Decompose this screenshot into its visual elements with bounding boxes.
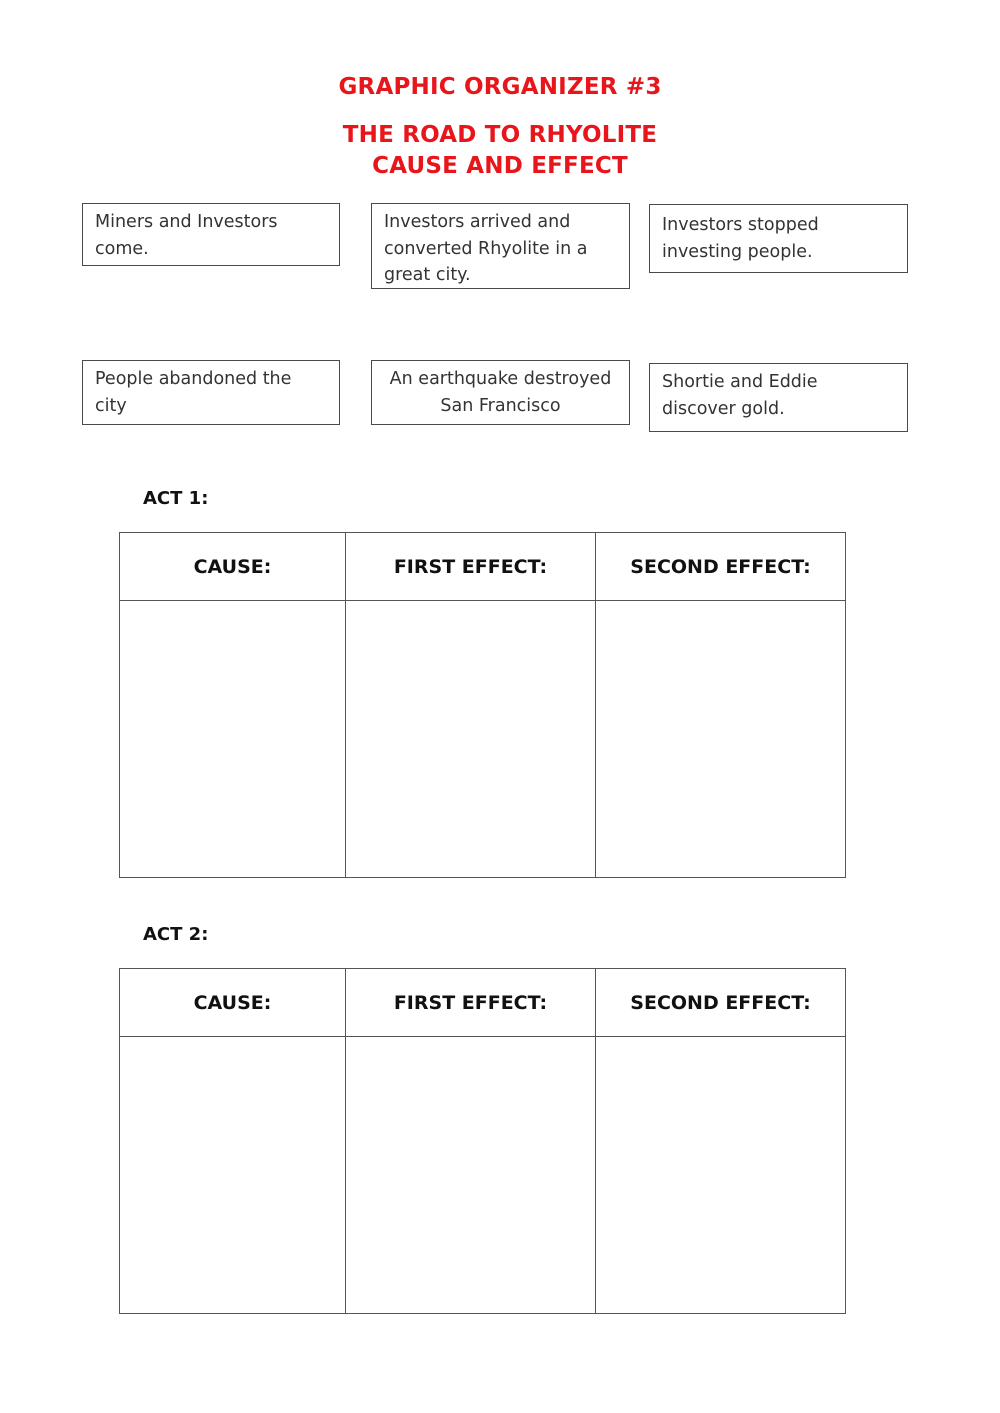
second-effect-header: SECOND EFFECT: — [596, 969, 846, 1037]
table-header-row — [120, 533, 846, 601]
act-1-label: ACT 1: — [143, 488, 209, 509]
cause-header: CAUSE: — [120, 969, 346, 1037]
event-card-investors-stopped[interactable]: Investors stopped investing people. — [649, 204, 908, 273]
table-row — [120, 1037, 846, 1314]
act-1-cause-dropzone[interactable] — [120, 601, 346, 878]
act-1-table — [119, 532, 846, 878]
act-2-table — [119, 968, 846, 1314]
act-2-second-effect-dropzone[interactable] — [596, 1037, 846, 1314]
table-header-row — [120, 969, 846, 1037]
table-row — [120, 601, 846, 878]
act-1-first-effect-dropzone[interactable] — [346, 601, 596, 878]
act-2-cause-dropzone[interactable] — [120, 1037, 346, 1314]
second-effect-header: SECOND EFFECT: — [596, 533, 846, 601]
event-card-earthquake[interactable]: An earthquake destroyed San Francisco — [371, 360, 630, 425]
first-effect-header: FIRST EFFECT: — [346, 969, 596, 1037]
event-card-gold-discovery[interactable]: Shortie and Eddie discover gold. — [649, 363, 908, 432]
worksheet-subtitle: THE ROAD TO RHYOLITE — [342, 122, 658, 148]
event-card-people-abandoned[interactable]: People abandoned the city — [82, 360, 340, 425]
act-1-second-effect-dropzone[interactable] — [596, 601, 846, 878]
event-card-investors-arrived[interactable]: Investors arrived and converted Rhyolite in a great city. — [371, 203, 630, 289]
act-2-label: ACT 2: — [143, 924, 209, 945]
event-card-miners-investors[interactable]: Miners and Investors come. — [82, 203, 340, 266]
worksheet-topic: CAUSE AND EFFECT — [372, 153, 628, 179]
cause-header: CAUSE: — [120, 533, 346, 601]
act-2-first-effect-dropzone[interactable] — [346, 1037, 596, 1314]
worksheet-title: GRAPHIC ORGANIZER #3 — [338, 74, 662, 100]
first-effect-header: FIRST EFFECT: — [346, 533, 596, 601]
